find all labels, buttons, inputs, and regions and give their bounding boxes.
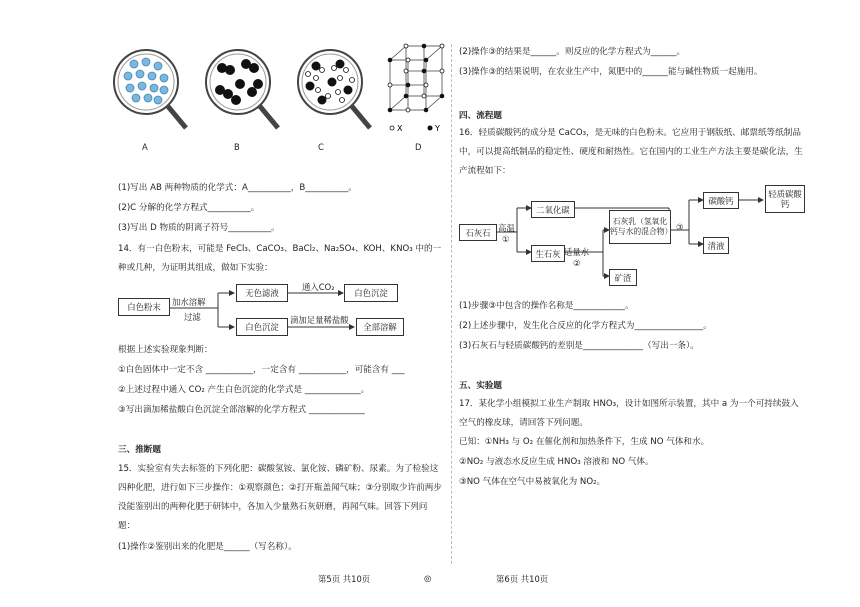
q13-part2: (2)C 分解的化学方程式__________。 <box>118 203 260 213</box>
q15-part2: (2)操作③的结果是______。则反应的化学方程式为______。 <box>459 47 686 57</box>
step2-label: ② <box>573 258 581 268</box>
step3-label: ③ <box>676 222 684 232</box>
section-4-heading: 四、流程题 <box>459 111 502 121</box>
section-3-heading: 三、推断题 <box>118 445 161 455</box>
magnifier-b-icon <box>206 50 278 128</box>
column-divider <box>451 44 452 564</box>
q16-item3: (3)石灰石与轻质碳酸钙的差别是______________（写出一条）。 <box>459 341 699 351</box>
lime-milk-box: 石灰乳（氢氧化钙与水的混合物） <box>609 210 671 244</box>
q17-known3: ③NO 气体在空气中易被氧化为 NO₂。 <box>459 477 606 487</box>
step1-label: ① <box>502 234 510 244</box>
q14-item3: ③写出滴加稀盐酸白色沉淀全部溶解的化学方程式 _____________ <box>118 405 365 415</box>
q13-part1: (1)写出 AB 两种物质的化学式：A__________，B__________。 <box>118 183 357 193</box>
figure-label-b: B <box>234 142 240 152</box>
magnifier-a-icon <box>114 50 186 128</box>
q14-stem: 14．有一白色粉末，可能是 FeCl₃、CaCO₃、BaCl₂、Na₂SO₄、KOH、KNO₃ 中的一种或几种，为证明其组成，做如下实验： <box>118 244 442 273</box>
figure-label-c: C <box>318 142 324 152</box>
q17-known1: 已知：①NH₃ 与 O₂ 在催化剂和加热条件下，生成 NO 气体和水。 <box>459 437 710 447</box>
q14-item1: ①白色固体中一定不含 ___________，一定含有 ___________，可能含有 ___ <box>118 365 405 375</box>
co2-box: 二氧化碳 <box>531 201 575 218</box>
q17-stem: 17．某化学小组模拟工业生产制取 HNO₃，设计如图所示装置，其中 a 为一个可持续鼓入空气的橡皮球，请回答下列问题。 <box>459 399 799 428</box>
all-dissolved-box: 全部溶解 <box>356 318 404 336</box>
figure-label-a: A <box>142 142 148 152</box>
hcl-label: 滴加足量稀盐酸 <box>290 315 349 325</box>
q14-judge: 根据上述实验现象判断： <box>118 345 213 355</box>
page-number-right: 第6页 共10页 <box>496 574 549 584</box>
white-powder-box: 白色粉末 <box>118 298 170 316</box>
figure-label-d: D <box>415 142 422 152</box>
dissolve-label: 加水溶解 <box>172 297 206 307</box>
filter-label: 过滤 <box>184 312 201 322</box>
legend-y: Y <box>435 124 440 133</box>
q15-part3: (3)操作③的结果说明，在农业生产中，氮肥中的______能与碱性物质一起施用。 <box>459 67 763 77</box>
residue-box: 矿渣 <box>609 269 637 286</box>
legend-x: X <box>397 124 403 133</box>
co2-label: 通入CO₂ <box>302 282 335 292</box>
calcium-carbonate-box: 碳酸钙 <box>703 192 739 209</box>
clear-liquid-box: 清液 <box>703 237 729 254</box>
quicklime-box: 生石灰 <box>531 245 565 262</box>
q16-item2: (2)上述步骤中，发生化合反应的化学方程式为________________。 <box>459 321 712 331</box>
center-mark-icon: ◎ <box>424 573 432 583</box>
q16-item1: (1)步骤③中包含的操作名称是____________。 <box>459 301 634 311</box>
q16-stem: 16．轻质碳酸钙的成分是 CaCO₃，是无味的白色粉末。它应用于钢版纸、邮票纸等纸制品中，可以提高纸制品的稳定性、硬度和耐热性。它在国内的工业生产方法主要是碳化法，生产流程如下： <box>459 128 803 176</box>
white-precipitate-box-1: 白色沉淀 <box>344 284 398 302</box>
water-label: 适量水 <box>564 247 590 257</box>
light-caco3-box: 轻质碳酸钙 <box>765 185 805 213</box>
q13-part3: (3)写出 D 物质的阴离子符号__________。 <box>118 223 280 233</box>
page-number-left: 第5页 共10页 <box>318 574 371 584</box>
q14-item2: ②上述过程中通入 CO₂ 产生白色沉淀的化学式是 _____________。 <box>118 385 370 395</box>
particle-figure <box>108 40 448 140</box>
magnifier-c-icon <box>298 50 370 128</box>
colorless-filtrate-box: 无色滤液 <box>236 284 288 302</box>
limestone-box: 石灰石 <box>459 224 497 241</box>
high-temp-label: 高温 <box>498 223 515 233</box>
q15-part1: (1)操作②鉴别出来的化肥是______（写名称）。 <box>118 542 297 552</box>
q17-known2: ②NO₂ 与液态水反应生成 HNO₃ 溶液和 NO 气体。 <box>459 457 654 467</box>
crystal-lattice-icon <box>388 44 445 113</box>
section-5-heading: 五、实验题 <box>459 381 502 391</box>
q15-stem: 15．实验室有失去标签的下列化肥：碳酸氢铵、氯化铵、磷矿粉、尿素。为了检验这四种化肥，进行如下三步操作：①观察颜色；②打开瓶盖闻气味；③分别取少许前两步没能鉴别出的两种化肥于研钵中，各加入少量熟石灰研磨，再闻气味。回答下列问题： <box>118 464 442 531</box>
white-precipitate-box-2: 白色沉淀 <box>236 318 288 336</box>
